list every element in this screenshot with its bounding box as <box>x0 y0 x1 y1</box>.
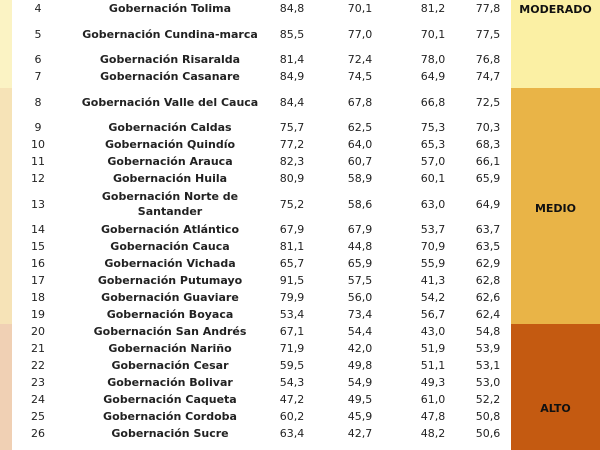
table-row <box>0 289 510 306</box>
table-row <box>0 119 510 136</box>
value-cell-2: 72,4 <box>347 53 373 66</box>
entity-name-cell: Gobernación Atlántico <box>100 223 239 236</box>
value-cell-2: 54,9 <box>347 376 373 389</box>
rank-cell: 14 <box>31 223 45 236</box>
value-cell-3: 65,3 <box>420 138 446 151</box>
value-cell-1: 84,8 <box>279 2 305 15</box>
entity-name-cell: Gobernación Caldas <box>108 121 232 134</box>
total-value-cell: 64,9 <box>475 197 501 211</box>
table-row <box>0 136 510 153</box>
entity-name-cell: Gobernación San Andrés <box>93 325 247 338</box>
value-cell-1: 77,2 <box>279 138 305 151</box>
total-value-cell: 63,5 <box>475 240 501 253</box>
value-cell-1: 63,4 <box>279 427 305 440</box>
value-cell-1: 67,1 <box>279 325 305 338</box>
value-cell-3: 48,2 <box>420 427 446 440</box>
value-cell-1: 91,5 <box>279 274 305 287</box>
value-cell-1: 80,9 <box>279 172 305 185</box>
entity-name-cell: Gobernación Cesar <box>111 359 229 372</box>
value-cell-2: 62,5 <box>347 121 373 134</box>
rank-cell: 7 <box>34 70 42 83</box>
table-row <box>0 374 510 391</box>
table-row <box>0 221 510 238</box>
category-band-medio <box>511 88 600 324</box>
table-row <box>0 408 510 425</box>
table-row <box>0 357 510 374</box>
table-row <box>0 85 510 119</box>
category-label-alto: ALTO <box>540 402 571 415</box>
entity-name-cell: Gobernación Guaviare <box>101 291 239 304</box>
total-value-cell: 74,7 <box>475 70 501 83</box>
value-cell-1: 54,3 <box>279 376 305 389</box>
value-cell-2: 70,1 <box>347 2 373 15</box>
table-row <box>0 340 510 357</box>
value-cell-2: 42,0 <box>347 342 373 355</box>
entity-name-cell: Gobernación Cundina-marca <box>82 27 258 41</box>
entity-name-cell: Gobernación Huila <box>112 172 228 185</box>
value-cell-1: 60,2 <box>279 410 305 423</box>
table-row <box>0 255 510 272</box>
value-cell-3: 49,3 <box>420 376 446 389</box>
value-cell-3: 53,7 <box>420 223 446 236</box>
rank-cell: 23 <box>31 376 45 389</box>
rank-cell: 25 <box>31 410 45 423</box>
entity-name-cell: Gobernación Arauca <box>107 155 233 168</box>
value-cell-1: 82,3 <box>279 155 305 168</box>
table-row <box>0 68 510 85</box>
value-cell-2: 49,5 <box>347 393 373 406</box>
value-cell-3: 64,9 <box>420 70 446 83</box>
total-value-cell: 72,5 <box>475 95 501 109</box>
value-cell-1: 84,9 <box>279 70 305 83</box>
value-cell-3: 63,0 <box>420 197 446 211</box>
value-cell-2: 58,9 <box>347 172 373 185</box>
value-cell-3: 60,1 <box>420 172 446 185</box>
value-cell-3: 56,7 <box>420 308 446 321</box>
rank-cell: 20 <box>31 325 45 338</box>
entity-name-cell: Gobernación Cauca <box>110 240 230 253</box>
value-cell-2: 58,6 <box>347 197 373 211</box>
rank-cell: 21 <box>31 342 45 355</box>
value-cell-2: 42,7 <box>347 427 373 440</box>
rank-cell: 11 <box>31 155 45 168</box>
total-value-cell: 66,1 <box>475 155 501 168</box>
entity-name-cell: Gobernación Cordoba <box>103 410 237 423</box>
total-value-cell: 52,2 <box>475 393 501 406</box>
total-value-cell: 65,9 <box>475 172 501 185</box>
rank-cell: 4 <box>34 2 42 15</box>
entity-name-cell: Gobernación Caqueta <box>103 393 237 406</box>
total-value-cell: 62,6 <box>475 291 501 304</box>
value-cell-1: 85,5 <box>279 27 305 41</box>
entity-name-cell: Gobernación Casanare <box>100 70 240 83</box>
value-cell-2: 67,9 <box>347 223 373 236</box>
entity-name-cell: Gobernación Risaralda <box>99 53 241 66</box>
category-label-medio: MEDIO <box>534 202 577 215</box>
value-cell-3: 41,3 <box>420 274 446 287</box>
value-cell-3: 61,0 <box>420 393 446 406</box>
total-value-cell: 63,7 <box>475 223 501 236</box>
value-cell-1: 81,4 <box>279 53 305 66</box>
total-value-cell: 53,0 <box>475 376 501 389</box>
value-cell-2: 57,5 <box>347 274 373 287</box>
value-cell-1: 79,9 <box>279 291 305 304</box>
value-cell-3: 66,8 <box>420 95 446 109</box>
value-cell-3: 78,0 <box>420 53 446 66</box>
value-cell-3: 51,1 <box>420 359 446 372</box>
table-row <box>0 187 510 221</box>
value-cell-1: 47,2 <box>279 393 305 406</box>
value-cell-3: 47,8 <box>420 410 446 423</box>
table-row <box>0 272 510 289</box>
total-value-cell: 50,6 <box>475 427 501 440</box>
table-row <box>0 153 510 170</box>
total-value-cell: 62,4 <box>475 308 501 321</box>
value-cell-1: 67,9 <box>279 223 305 236</box>
rank-cell: 26 <box>31 427 45 440</box>
entity-name-cell: Gobernación Boyaca <box>106 308 234 321</box>
value-cell-1: 84,4 <box>279 95 305 109</box>
value-cell-2: 56,0 <box>347 291 373 304</box>
table-row <box>0 306 510 323</box>
value-cell-3: 75,3 <box>420 121 446 134</box>
value-cell-2: 45,9 <box>347 410 373 423</box>
value-cell-1: 71,9 <box>279 342 305 355</box>
value-cell-1: 53,4 <box>279 308 305 321</box>
value-cell-3: 57,0 <box>420 155 446 168</box>
total-value-cell: 68,3 <box>475 138 501 151</box>
category-band-alto <box>511 324 600 450</box>
category-label-moderado: MODERADO <box>519 3 592 16</box>
entity-name-cell: Gobernación Quindío <box>104 138 236 151</box>
entity-name-cell: Gobernación Vichada <box>104 257 236 270</box>
rank-cell: 17 <box>31 274 45 287</box>
rank-cell: 22 <box>31 359 45 372</box>
value-cell-2: 60,7 <box>347 155 373 168</box>
value-cell-3: 54,2 <box>420 291 446 304</box>
rank-cell: 15 <box>31 240 45 253</box>
value-cell-2: 77,0 <box>347 27 373 41</box>
value-cell-2: 73,4 <box>347 308 373 321</box>
total-value-cell: 50,8 <box>475 410 501 423</box>
value-cell-2: 74,5 <box>347 70 373 83</box>
rank-cell: 16 <box>31 257 45 270</box>
value-cell-3: 70,1 <box>420 27 446 41</box>
total-value-cell: 53,9 <box>475 342 501 355</box>
table-row <box>0 323 510 340</box>
total-value-cell: 62,8 <box>475 274 501 287</box>
value-cell-3: 81,2 <box>420 2 446 15</box>
entity-name-cell: Gobernación Tolima <box>108 2 232 15</box>
total-value-cell: 77,8 <box>475 2 501 15</box>
table-row <box>0 0 510 17</box>
value-cell-3: 55,9 <box>420 257 446 270</box>
entity-name-cell: Gobernación Putumayo <box>97 274 243 287</box>
rank-cell: 18 <box>31 291 45 304</box>
table-row <box>0 391 510 408</box>
entity-name-cell: Gobernación Valle del Cauca <box>81 95 259 109</box>
table-row <box>0 238 510 255</box>
table-row <box>0 170 510 187</box>
value-cell-2: 44,8 <box>347 240 373 253</box>
rank-cell: 6 <box>34 53 42 66</box>
value-cell-1: 75,2 <box>279 197 305 211</box>
value-cell-3: 51,9 <box>420 342 446 355</box>
entity-name-cell: Gobernación Bolivar <box>107 376 233 389</box>
rank-cell: 5 <box>34 27 42 41</box>
total-value-cell: 53,1 <box>475 359 501 372</box>
rank-cell: 9 <box>34 121 42 134</box>
entity-name-cell: Gobernación Sucre <box>111 427 229 440</box>
table-row <box>0 17 510 51</box>
value-cell-2: 54,4 <box>347 325 373 338</box>
value-cell-2: 67,8 <box>347 95 373 109</box>
rank-cell: 24 <box>31 393 45 406</box>
value-cell-2: 64,0 <box>347 138 373 151</box>
table-row <box>0 425 510 442</box>
value-cell-2: 65,9 <box>347 257 373 270</box>
value-cell-1: 81,1 <box>279 240 305 253</box>
total-value-cell: 76,8 <box>475 53 501 66</box>
table-row <box>0 51 510 68</box>
rank-cell: 19 <box>31 308 45 321</box>
value-cell-3: 70,9 <box>420 240 446 253</box>
value-cell-2: 49,8 <box>347 359 373 372</box>
rank-cell: 8 <box>34 95 42 109</box>
category-band-moderado <box>511 0 600 88</box>
total-value-cell: 54,8 <box>475 325 501 338</box>
rank-cell: 10 <box>31 138 45 151</box>
rank-cell: 12 <box>31 172 45 185</box>
value-cell-1: 59,5 <box>279 359 305 372</box>
value-cell-1: 65,7 <box>279 257 305 270</box>
value-cell-3: 43,0 <box>420 325 446 338</box>
total-value-cell: 77,5 <box>475 27 501 41</box>
entity-name-cell: Gobernación Norte de Santander <box>101 190 239 218</box>
total-value-cell: 70,3 <box>475 121 501 134</box>
value-cell-1: 75,7 <box>279 121 305 134</box>
total-value-cell: 62,9 <box>475 257 501 270</box>
entity-name-cell: Gobernación Nariño <box>108 342 232 355</box>
rank-cell: 13 <box>31 197 45 211</box>
